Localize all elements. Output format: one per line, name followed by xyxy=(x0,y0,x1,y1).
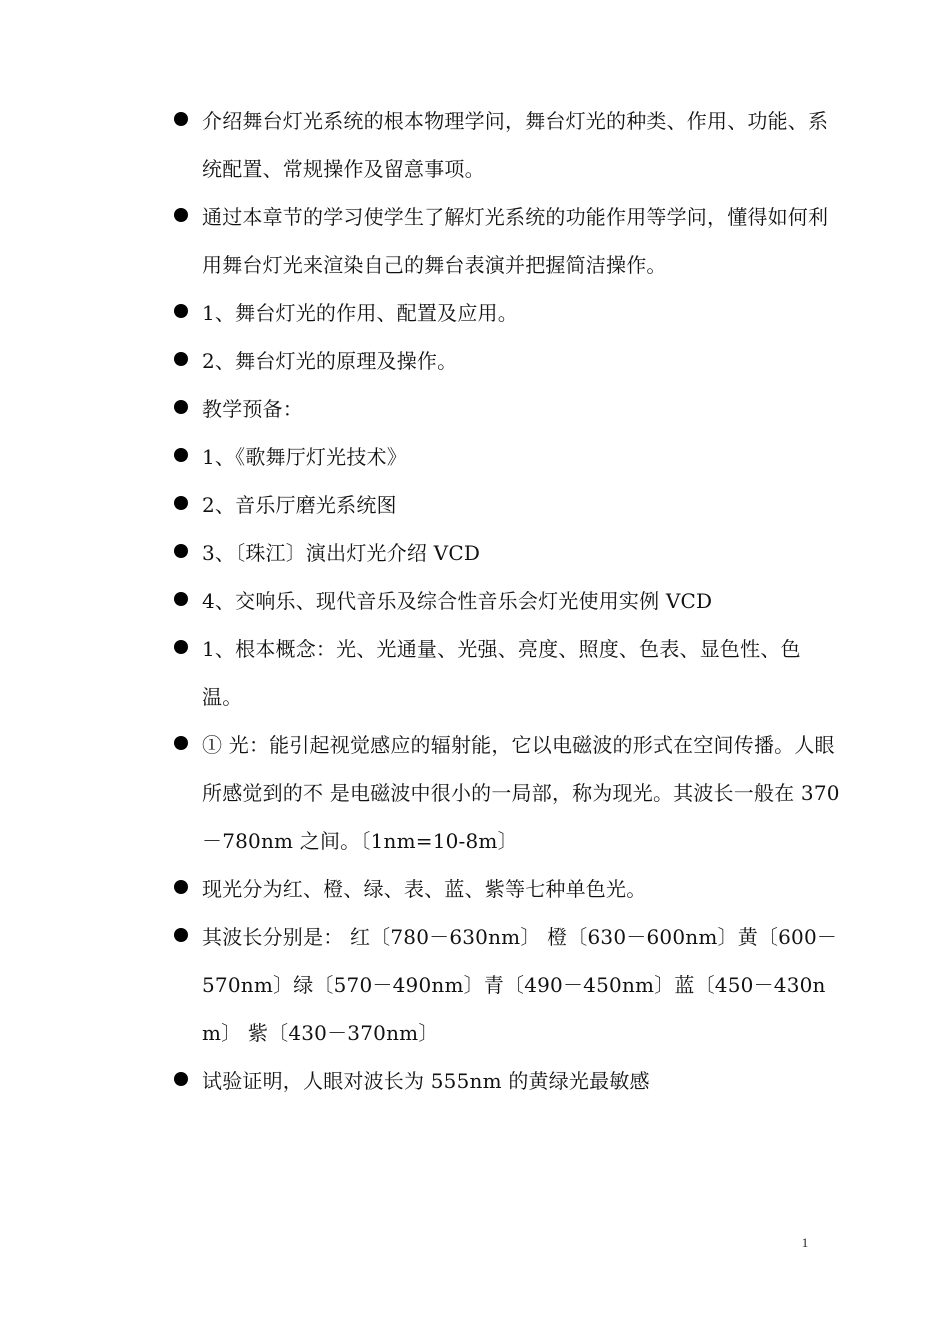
bullet-dot-icon xyxy=(174,592,188,606)
list-item-text: 通过本章节的学习使学生了解灯光系统的功能作用等学问，懂得如何利用舞台灯光来渲染自己的舞台表演并把握简洁操作。 xyxy=(202,205,829,277)
bullet-dot-icon xyxy=(174,208,188,222)
list-item-text: 试验证明，人眼对波长为 555nm 的黄绿光最敏感 xyxy=(202,1069,650,1093)
list-item xyxy=(172,721,840,865)
bullet-dot-icon xyxy=(174,496,188,510)
list-item xyxy=(172,577,840,625)
list-item-text: 2、音乐厅磨光系统图 xyxy=(202,493,397,517)
bullet-dot-icon xyxy=(174,928,188,942)
list-item-text: ① 光：能引起视觉感应的辐射能，它以电磁波的形式在空间传播。人眼所感觉到的不 是电磁波中很小的一局部，称为现光。其波长一般在 370－780nm 之间。〔1nm=10-8m〕 xyxy=(202,733,840,853)
list-item-text: 其波长分别是： 红〔780－630nm〕 橙〔630－600nm〕黄〔600－570nm〕绿〔570－490nm〕青〔490－450nm〕蓝〔450－430nm〕 紫〔430－370nm〕 xyxy=(202,925,838,1045)
list-item-text: 现光分为红、橙、绿、表、蓝、紫等七种单色光。 xyxy=(202,877,647,901)
bullet-dot-icon xyxy=(174,112,188,126)
list-item xyxy=(172,289,840,337)
list-item xyxy=(172,385,840,433)
list-item xyxy=(172,193,840,289)
bullet-dot-icon xyxy=(174,544,188,558)
list-item-text: 2、舞台灯光的原理及操作。 xyxy=(202,349,458,373)
list-item xyxy=(172,97,840,193)
list-item-text: 3、〔珠江〕演出灯光介绍 VCD xyxy=(202,541,481,565)
bullet-dot-icon xyxy=(174,880,188,894)
list-item-text: 1、根本概念：光、光通量、光强、亮度、照度、色表、显色性、色温。 xyxy=(202,637,801,709)
bullet-dot-icon xyxy=(174,400,188,414)
bullet-dot-icon xyxy=(174,640,188,654)
list-item xyxy=(172,625,840,721)
list-item xyxy=(172,481,840,529)
bullet-list xyxy=(172,97,840,1105)
list-item xyxy=(172,337,840,385)
list-item-text: 4、交响乐、现代音乐及综合性音乐会灯光使用实例 VCD xyxy=(202,589,713,613)
list-item xyxy=(172,529,840,577)
list-item-text: 1、舞台灯光的作用、配置及应用。 xyxy=(202,301,518,325)
bullet-dot-icon xyxy=(174,1072,188,1086)
list-item xyxy=(172,913,840,1057)
list-item xyxy=(172,1057,840,1105)
bullet-dot-icon xyxy=(174,736,188,750)
bullet-dot-icon xyxy=(174,304,188,318)
list-item xyxy=(172,865,840,913)
list-item xyxy=(172,433,840,481)
list-item-text: 介绍舞台灯光系统的根本物理学问，舞台灯光的种类、作用、功能、系统配置、常规操作及留意事项。 xyxy=(202,109,829,181)
list-item-text: 教学预备： xyxy=(202,397,303,421)
page-number: 1 xyxy=(801,1235,809,1250)
bullet-dot-icon xyxy=(174,448,188,462)
list-item-text: 1、《歌舞厅灯光技术》 xyxy=(202,445,407,469)
bullet-dot-icon xyxy=(174,352,188,366)
